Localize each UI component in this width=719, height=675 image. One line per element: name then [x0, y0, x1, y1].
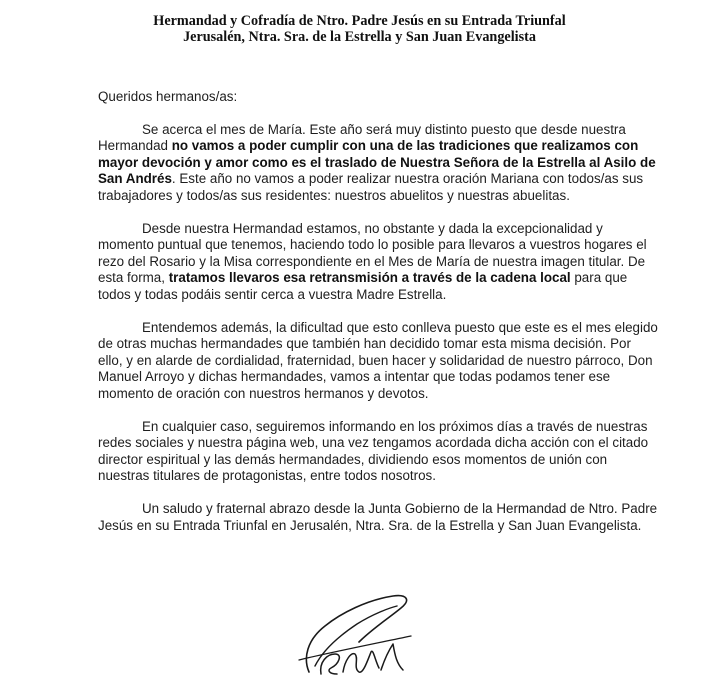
salutation: Queridos hermanos/as:: [98, 89, 238, 104]
paragraph-2-text-a: Desde nuestra Hermandad estamos, no obstante y dada la excepcionalidad y momento puntual que tenemos, haciendo todo lo posible para llevaros a vuestros hogares el rezo del Rosario y la Misa correspondiente en el Mes de María de nuestra imagen titular. De esta forma,: [98, 220, 647, 285]
header-line-2: Jerusalén, Ntra. Sra. de la Estrella y San Juan Evangelista: [183, 29, 536, 45]
paragraph-1-text-a: Se acerca el mes de María. Este año será muy distinto puesto que desde nuestra Hermandad: [98, 121, 626, 153]
paragraph-2-bold: tratamos llevaros esa retransmisión a través de la cadena local: [168, 270, 571, 285]
paragraph-4: En cualquier caso, seguiremos informando en los próximos días a través de nuestras redes sociales y nuestra página web, una vez tengamos acordada dicha acción con el citado director espiritual y las demás hermandades, dividiendo esos momentos de unión con nuestras titulares de protagonistas, entre todos nosotros.: [98, 418, 649, 483]
signature-strokes: [299, 596, 411, 674]
paragraph-3: Entendemos además, la dificultad que esto conlleva puesto que este es el mes elegido de otras muchas hermandades que también han decidido tomar esta misma decisión. Por ello, y en alarde de cordialidad, fraternidad, buen hacer y solidaridad de nuestro párroco, Don Manuel Arroyo y dichas hermandades, vamos a intentar que todas podamos tener ese momento de oración con nuestros hermanos y devotos.: [98, 319, 658, 401]
letter-header: [0, 13, 719, 45]
handwritten-signature: [293, 588, 423, 675]
paragraph-1-text-c: . Este año no vamos a poder realizar nuestra oración Mariana con todos/as sus trabajadores y todos/as sus residentes: nuestros abuelitos y nuestras abuelitas.: [98, 171, 644, 203]
paragraph-5: Un saludo y fraternal abrazo desde la Junta Gobierno de la Hermandad de Ntro. Padre Jesús en su Entrada Triunfal en Jerusalén, Ntra. Sra. de la Estrella y San Juan Evangelista.: [98, 501, 658, 533]
paragraph-1: [98, 122, 658, 205]
paragraph-1-bold: no vamos a poder cumplir con una de las tradiciones que realizamos con mayor devoción y amor como es el traslado de Nuestra Señora de la Estrella al Asilo de San Andrés: [98, 138, 656, 186]
paragraph-2-text-c: para que todos y todas podáis sentir cerca a vuestra Madre Estrella.: [98, 270, 628, 302]
header-line-1: Hermandad y Cofradía de Ntro. Padre Jesús en su Entrada Triunfal: [153, 13, 566, 29]
paragraph-2: [98, 221, 658, 304]
letter-body: [98, 89, 658, 551]
